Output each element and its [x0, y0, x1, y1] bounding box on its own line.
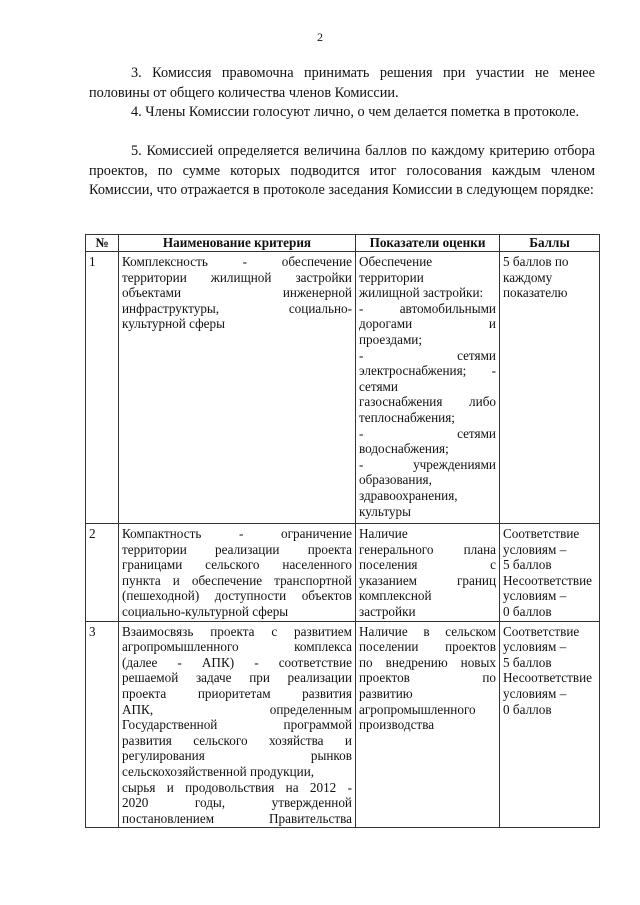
indicator-line: комплексной: [359, 588, 432, 604]
points-line: 5 баллов по: [503, 254, 569, 269]
indicator-line: водоснабжения;: [359, 441, 449, 457]
criterion-line: АПК, определенным: [122, 701, 352, 717]
indicator-line: указанием границ: [359, 572, 496, 588]
indicator-line: - автомобильными: [359, 300, 496, 316]
row-number: 3: [86, 621, 119, 828]
points-line: Соответствие: [503, 623, 580, 639]
criterion-cell: [119, 621, 356, 828]
indicator-line: газоснабжения либо: [359, 394, 496, 410]
indicator-line: агропромышленного: [359, 701, 476, 717]
page-number: 2: [317, 30, 323, 44]
indicators-cell: [356, 621, 500, 828]
header-points: Баллы: [500, 235, 600, 252]
indicator-line: жилищной застройки:: [359, 285, 484, 301]
criterion-line: (пешеходной) доступности объектов: [122, 588, 352, 604]
paragraph-5: 5. Комиссией определяется величина баллов по каждому критерию отбора проектов, по сумме которых подводится итог голосования каждым членом Комиссии, что отражается в протоколе заседания Комиссии в следующем порядке:: [89, 143, 595, 198]
header-criterion: Наименование критерия: [119, 235, 356, 252]
indicator-line: поселения с: [359, 557, 496, 573]
indicator-line: электроснабжения; -: [359, 363, 496, 379]
points-line: 5 баллов: [503, 654, 552, 670]
criterion-line: объектами инженерной: [122, 285, 352, 301]
table-row: [86, 621, 600, 828]
criterion-line: территории реализации проекта: [122, 541, 352, 557]
indicator-line: застройки: [359, 603, 416, 619]
indicators-cell: [356, 524, 500, 622]
criterion-line: (далее - АПК) - соответствие: [122, 654, 352, 670]
points-line: Несоответствие: [503, 572, 593, 588]
indicator-line: культуры: [359, 503, 411, 519]
indicator-line: теплоснабжения;: [359, 409, 455, 425]
criterion-line: Комплексность - обеспечение: [122, 254, 352, 269]
indicator-line: здравоохранения,: [359, 487, 458, 503]
indicator-line: производства: [359, 717, 435, 733]
criterion-line: культурной сферы: [122, 316, 225, 332]
indicator-line: - сетями: [359, 425, 496, 441]
header-number: №: [86, 235, 119, 252]
points-cell: [500, 621, 600, 828]
points-line: 0 баллов: [503, 603, 552, 619]
indicator-line: - сетями: [359, 347, 496, 363]
criterion-line: Государственной программой: [122, 717, 352, 733]
points-line: условиям –: [503, 541, 567, 557]
points-cell: [500, 252, 600, 524]
criterion-cell: [119, 252, 356, 524]
row-number: 2: [86, 524, 119, 622]
criterion-cell: [119, 524, 356, 622]
criterion-line: Взаимосвязь проекта с развитием: [122, 623, 352, 639]
criterion-line: сырья и продовольствия на 2012 -: [122, 779, 352, 795]
indicator-line: Обеспечение: [359, 254, 433, 269]
indicators-cell: [356, 252, 500, 524]
points-line: условиям –: [503, 639, 567, 655]
indicator-line: территории: [359, 269, 424, 285]
indicator-line: - учреждениями: [359, 456, 496, 472]
points-line: 0 баллов: [503, 701, 552, 717]
criterion-line: границами сельского населенного: [122, 557, 352, 573]
indicator-line: Наличие: [359, 526, 408, 541]
points-line: каждому: [503, 269, 553, 285]
indicator-line: по внедрению новых: [359, 654, 496, 670]
points-line: Несоответствие: [503, 670, 593, 686]
indicator-line: Наличие в сельском: [359, 623, 496, 639]
indicator-line: образования,: [359, 472, 432, 488]
criterion-line: проекта приоритетам развития: [122, 685, 352, 701]
table-row: [86, 252, 600, 524]
criterion-line: Компактность - ограничение: [122, 526, 352, 541]
criterion-line: инфраструктуры, социально-: [122, 300, 352, 316]
criterion-line: территории жилищной застройки: [122, 269, 352, 285]
criteria-table: [85, 234, 600, 828]
criterion-line: социально-культурной сферы: [122, 603, 289, 619]
points-line: показателю: [503, 285, 568, 301]
paragraph-4: 4. Члены Комиссии голосуют лично, о чем делается пометка в протоколе.: [131, 104, 580, 120]
indicator-line: проездами;: [359, 331, 423, 347]
points-line: 5 баллов: [503, 557, 552, 573]
criterion-line: регулирования рынков: [122, 748, 352, 764]
criterion-line: решаемой задаче при реализации: [122, 670, 352, 686]
indicator-line: сетями: [359, 378, 398, 394]
criterion-line: развития сельского хозяйства и: [122, 732, 352, 748]
indicator-line: проектов по: [359, 670, 496, 686]
points-line: условиям –: [503, 588, 567, 604]
criterion-line: агропромышленного комплекса: [122, 639, 352, 655]
criterion-line: пункта и обеспечение транспортной: [122, 572, 352, 588]
indicator-line: генерального плана: [359, 541, 496, 557]
criterion-line: 2020 годы, утвержденной: [122, 795, 352, 811]
indicator-line: поселении проектов: [359, 639, 496, 655]
points-line: Соответствие: [503, 526, 580, 541]
indicator-line: развитию: [359, 685, 413, 701]
indicator-line: дорогами и: [359, 316, 496, 332]
criterion-line: постановлением Правительства: [122, 810, 352, 826]
table-row: [86, 524, 600, 622]
paragraph-3: 3. Комиссия правомочна принимать решения при участии не менее половины от общего количества членов Комиссии.: [89, 65, 595, 101]
row-number: 1: [86, 252, 119, 524]
table-header-row: [86, 235, 600, 252]
points-cell: [500, 524, 600, 622]
header-indicators: Показатели оценки: [356, 235, 500, 252]
criterion-line: сельскохозяйственной продукции,: [122, 763, 315, 779]
points-line: условиям –: [503, 685, 567, 701]
